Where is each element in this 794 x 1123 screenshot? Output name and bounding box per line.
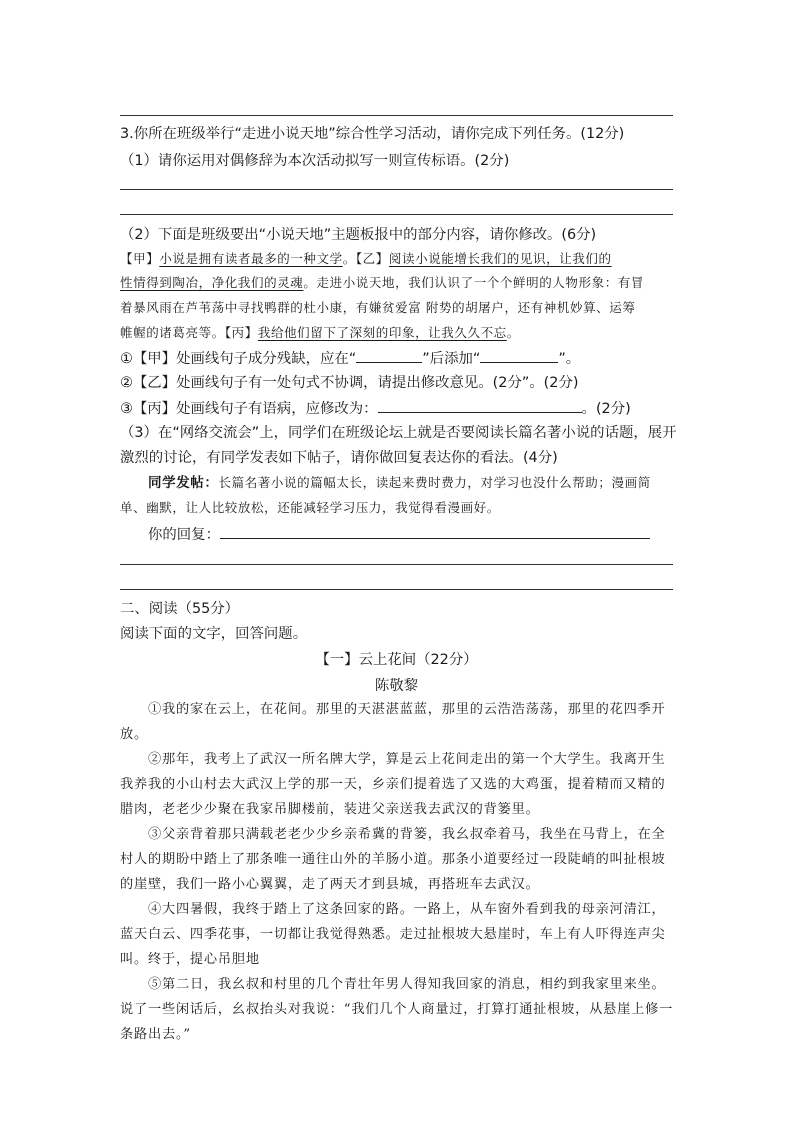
answer-line bbox=[120, 564, 673, 565]
mark-bing: 【丙】 bbox=[224, 325, 258, 340]
mark-jia: 【甲】 bbox=[120, 251, 160, 266]
passage-title: 【一】云上花间（22分） bbox=[315, 652, 478, 668]
board-text: 帷幄的诸葛亮等。 bbox=[120, 325, 225, 340]
answer-line bbox=[120, 115, 673, 116]
question-3-sub-3-line-1: （3）在“网络交流会”上，同学们在班级论坛上就是否要阅读长篇名著小说的话题，展开 bbox=[120, 425, 677, 441]
board-line-1 bbox=[120, 249, 612, 269]
question-3-sub-3-line-2: 激烈的讨论，有同学发表如下帖子，请你做回复表达你的看法。(4分) bbox=[120, 450, 558, 466]
item-3-text: ③【丙】处画线句子有语病，应修改为： bbox=[120, 401, 378, 417]
fill-blank-input[interactable] bbox=[378, 398, 582, 413]
passage-paragraph: ③父亲背着那只满载老老少少乡亲希冀的背篓，我幺叔牵着马，我坐在马背上，在全村人的期盼中踏上了那条唯一通往山外的羊肠小道。那条小道要经过一段陡峭的叫扯根坡的崖壁，我们一路小心翼翼，走了两天才到县城，再搭班车去武汉。 bbox=[120, 827, 666, 892]
reply-row bbox=[120, 524, 650, 545]
reply-label: 你的回复： bbox=[148, 527, 220, 543]
answer-line bbox=[120, 189, 673, 190]
item-2: ②【乙】处画线句子有一处句式不协调，请提出修改意见。(2分”。(2分) bbox=[120, 375, 579, 391]
post-text: 长篇名著小说的篇幅太长，读起来费时费力，对学习也没什么帮助；漫画简 bbox=[218, 475, 651, 490]
passage-paragraph: ①我的家在云上，在花间。那里的天湛湛蓝蓝，那里的云浩浩荡荡，那里的花四季开放。 bbox=[120, 702, 666, 742]
question-3-title: 3.你所在班级举行“走进小说天地”综合性学习活动，请你完成下列任务。(12分) bbox=[120, 126, 625, 142]
item-3-text: 。(2分) bbox=[581, 401, 631, 417]
board-line-3 bbox=[120, 298, 635, 318]
underlined-sentence-bing: 我给他们留下了深刻的印象，让我久久不忘 bbox=[257, 325, 507, 340]
passage-paragraph: ④大四暑假，我终于踏上了这条回家的路。一路上，从车窗外看到我的母亲河清江，蓝天白云、四季花事，一切都让我觉得熟悉。走过扯根坡大悬崖时，车上有人吓得连声尖叫。终于，提心吊胆地 bbox=[120, 902, 666, 967]
underlined-sentence-jia: 小说是拥有读者最多的一种文学 bbox=[159, 251, 343, 266]
post-label: 同学发帖： bbox=[148, 475, 219, 491]
reading-instruction: 阅读下面的文字，回答问题。 bbox=[120, 626, 308, 642]
underlined-sentence-yi-part-1: 阅读小说能增长我们的见识，让我们的 bbox=[388, 251, 612, 266]
board-line-4 bbox=[120, 323, 520, 343]
fill-blank-input[interactable] bbox=[356, 348, 422, 363]
question-3-sub-2: （2）下面是班级要出“小说天地”主题板报中的部分内容，请你修改。(6分) bbox=[120, 227, 597, 243]
period: 。 bbox=[342, 251, 356, 266]
item-1-text: ①【甲】处画线句子成分残缺，应在“ bbox=[120, 351, 357, 367]
item-1-text: ”后添加“ bbox=[422, 351, 481, 367]
passage-body bbox=[120, 697, 675, 1047]
answer-line bbox=[120, 589, 673, 590]
passage-author: 陈敬黎 bbox=[374, 678, 419, 694]
item-3 bbox=[120, 398, 631, 419]
question-3-sub-1: （1）请你运用对偶修辞为本次活动拟写一则宣传标语。(2分) bbox=[120, 153, 510, 169]
forum-post-line-2: 单、幽默，让人比较放松，还能减轻学习压力，我觉得看漫画好。 bbox=[120, 500, 500, 515]
forum-post-line-1 bbox=[120, 473, 651, 493]
answer-line bbox=[120, 214, 673, 215]
board-line-2 bbox=[120, 273, 644, 293]
passage-paragraph: ②那年，我考上了武汉一所名牌大学，算是云上花间走出的第一个大学生。我离开生我养我的小山村去大武汉上学的那一天，乡亲们提着选了又选的大鸡蛋，提着精而又精的腊肉，老老少少聚在我家吊脚楼前，装进父亲送我去武汉的背篓里。 bbox=[120, 752, 666, 817]
period: 。 bbox=[506, 325, 520, 340]
underlined-sentence-yi-part-2: 性情得到陶冶，净化我们的灵魂 bbox=[120, 275, 304, 290]
board-text: 。走进小说天地，我们认识了一个个鲜明的人物形象：有冒 bbox=[303, 275, 645, 290]
fill-blank-input[interactable] bbox=[480, 348, 558, 363]
item-1 bbox=[120, 348, 580, 369]
reply-input[interactable] bbox=[220, 524, 650, 539]
board-text: 着暴风雨在芦苇荡中寻找鸭群的杜小康，有嫌贫爱富 附势的胡屠户，还有神机妙算、运筹 bbox=[120, 300, 636, 315]
section-heading: 二、阅读（55分） bbox=[120, 601, 240, 617]
mark-yi: 【乙】 bbox=[355, 251, 389, 266]
passage-paragraph: ⑤第二日，我幺叔和村里的几个青壮年男人得知我回家的消息，相约到我家里来坐。说了一些闲话后，幺叔抬头对我说：“我们几个人商量过，打算打通扯根坡，从悬崖上修一条路出去。” bbox=[120, 977, 674, 1042]
item-1-text: ”。 bbox=[558, 351, 581, 367]
